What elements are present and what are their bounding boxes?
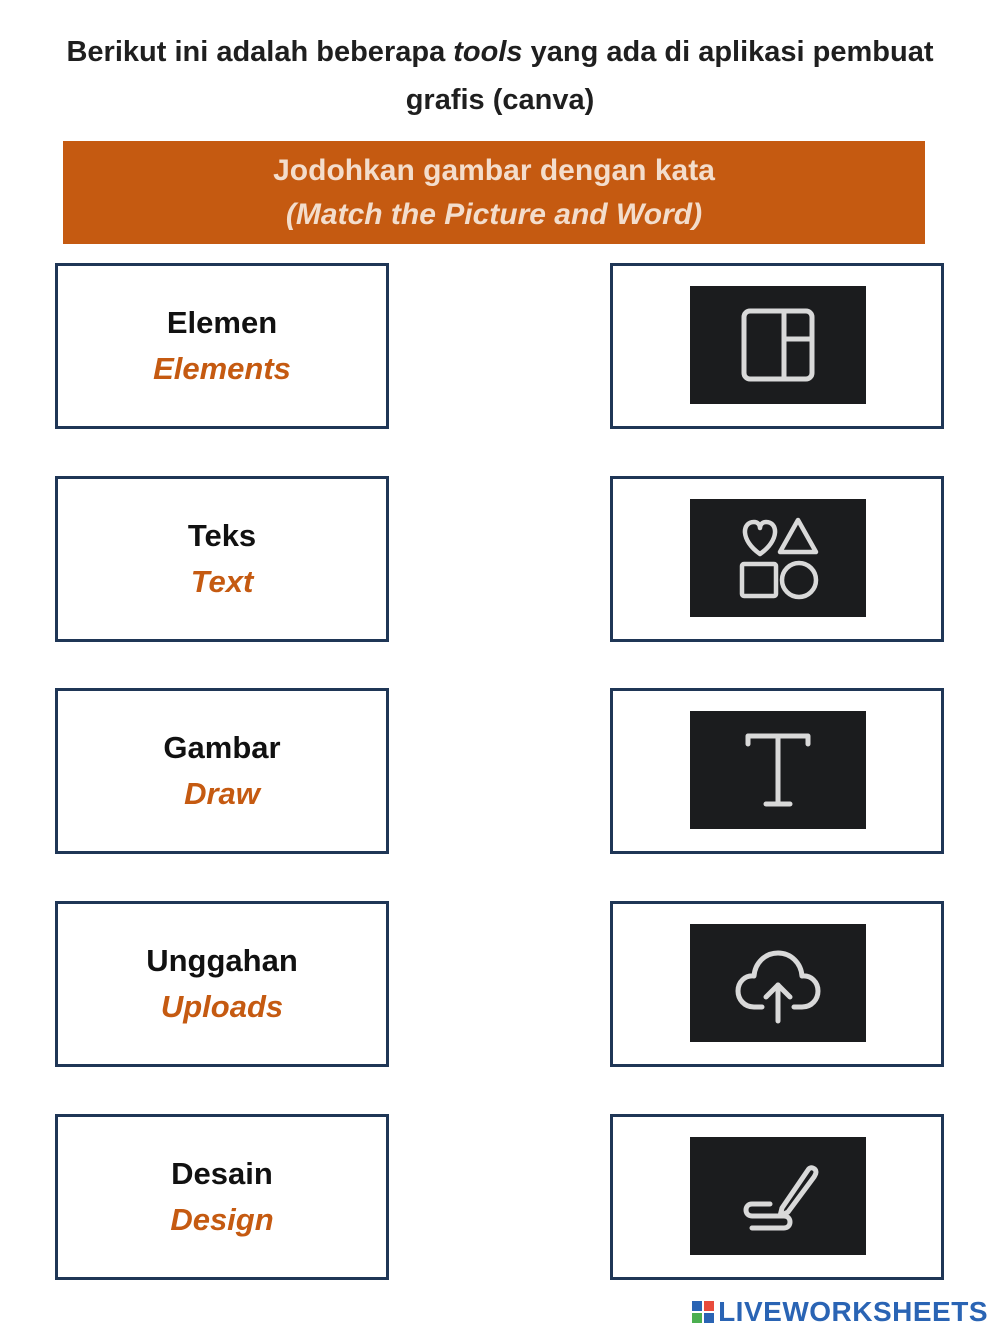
word-card-elemen[interactable] [55, 263, 389, 429]
draw-pen-icon [730, 1148, 826, 1244]
word-card-unggahan[interactable] [55, 901, 389, 1067]
instruction-heading [60, 28, 940, 124]
word-indonesian: Unggahan [146, 943, 298, 978]
word-indonesian: Gambar [163, 730, 281, 765]
footer-brand: LIVEWORKSHEETS [718, 1296, 988, 1327]
word-indonesian: Elemen [166, 305, 278, 340]
word-english: Design [170, 1202, 274, 1237]
activity-banner [63, 141, 925, 244]
word-indonesian: Teks [187, 518, 257, 553]
shapes-icon [730, 510, 826, 606]
banner-subtitle: (Match the Picture and Word) [285, 198, 703, 231]
word-english: Elements [153, 351, 291, 386]
banner-title: Jodohkan gambar dengan kata [273, 154, 715, 187]
word-card-gambar[interactable] [55, 688, 389, 854]
liveworksheets-logo [692, 1296, 988, 1328]
word-english: Text [190, 564, 254, 599]
word-indonesian: Desain [171, 1156, 273, 1191]
layout-panels-icon [730, 297, 826, 393]
word-card-teks[interactable] [55, 476, 389, 642]
logo-mark-icon [692, 1301, 714, 1323]
heading-text-italic: tools [453, 36, 523, 68]
icon-card-1[interactable] [610, 263, 944, 429]
icon-card-2[interactable] [610, 476, 944, 642]
heading-text-end: yang ada di aplikasi pembuat grafis (canva) [405, 36, 934, 116]
cloud-upload-icon [730, 935, 826, 1031]
icon-card-4[interactable] [610, 901, 944, 1067]
icon-card-3[interactable] [610, 688, 944, 854]
word-card-desain[interactable] [55, 1114, 389, 1280]
icon-card-5[interactable] [610, 1114, 944, 1280]
word-english: Uploads [160, 989, 284, 1024]
word-english: Draw [184, 776, 260, 811]
heading-text-start: Berikut ini adalah beberapa [66, 36, 454, 68]
text-t-icon [730, 722, 826, 818]
